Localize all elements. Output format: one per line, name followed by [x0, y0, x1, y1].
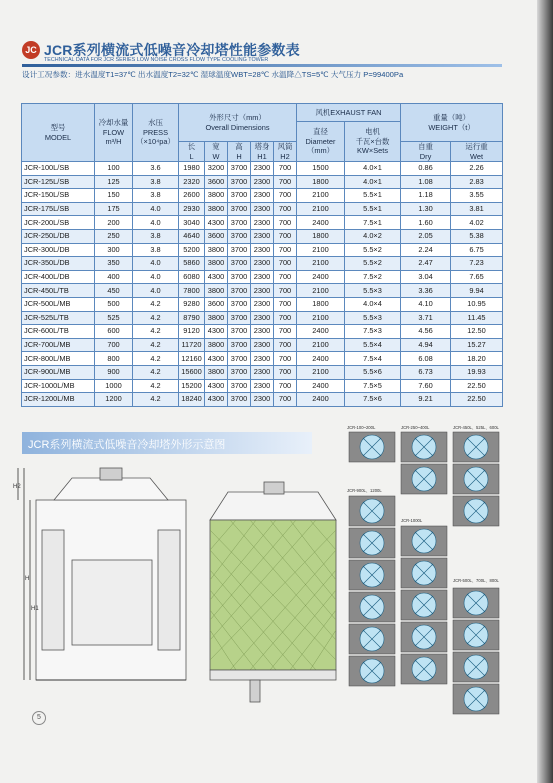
dim-label-h2: H2: [13, 484, 21, 490]
layout-label-900-1200: JCR-900L、1200L: [347, 488, 382, 493]
table-cell: 7.5×1: [345, 216, 401, 230]
table-cell: 1200: [95, 393, 133, 407]
table-cell: 2100: [297, 338, 345, 352]
table-cell: 4.02: [451, 216, 503, 230]
col-fan: 风机EXHAUST FAN: [297, 104, 401, 122]
model-cell: JCR-200L/SB: [22, 216, 95, 230]
table-cell: 2300: [251, 325, 274, 339]
table-cell: 6.73: [401, 365, 451, 379]
table-cell: 2300: [251, 216, 274, 230]
table-cell: 3.6: [133, 162, 179, 176]
table-cell: 4.2: [133, 352, 179, 366]
table-row: [22, 393, 503, 407]
table-cell: 1.18: [401, 189, 451, 203]
table-cell: 700: [274, 379, 297, 393]
layout-label-100-200: JCR-100~200L: [347, 425, 376, 430]
table-cell: 1000: [95, 379, 133, 393]
table-cell: 15.27: [451, 338, 503, 352]
table-cell: 2300: [251, 379, 274, 393]
table-cell: 700: [274, 202, 297, 216]
table-cell: 700: [274, 311, 297, 325]
table-cell: 400: [95, 270, 133, 284]
table-cell: 3200: [205, 162, 228, 176]
model-cell: JCR-125L/SB: [22, 175, 95, 189]
table-cell: 3700: [228, 284, 251, 298]
model-cell: JCR-1200L/MB: [22, 393, 95, 407]
table-cell: 2300: [251, 365, 274, 379]
table-cell: 5.5×2: [345, 257, 401, 271]
table-cell: 12160: [179, 352, 205, 366]
spec-table-head: [22, 104, 503, 162]
side-view-roof: [54, 478, 168, 500]
spec-table: [21, 103, 503, 407]
table-cell: 0.86: [401, 162, 451, 176]
table-cell: 4.94: [401, 338, 451, 352]
table-cell: 700: [274, 216, 297, 230]
table-cell: 4.2: [133, 297, 179, 311]
table-cell: 4300: [205, 393, 228, 407]
page-number: 5: [32, 711, 46, 725]
table-cell: 3040: [179, 216, 205, 230]
table-cell: 700: [274, 284, 297, 298]
table-cell: 5.5×2: [345, 243, 401, 257]
col-model: 型号 MODEL: [22, 104, 95, 162]
col-flow: 冷却水量 FLOW m³/H: [95, 104, 133, 162]
table-cell: 4.2: [133, 311, 179, 325]
table-row: [22, 189, 503, 203]
table-cell: 2100: [297, 284, 345, 298]
table-cell: 5.5×1: [345, 202, 401, 216]
side-view: [18, 468, 186, 680]
table-cell: 4300: [205, 379, 228, 393]
table-cell: 3.71: [401, 311, 451, 325]
table-cell: 4.2: [133, 379, 179, 393]
table-cell: 700: [274, 243, 297, 257]
table-cell: 5.5×4: [345, 338, 401, 352]
table-cell: 5.5×3: [345, 311, 401, 325]
table-cell: 4300: [205, 325, 228, 339]
table-cell: 2.05: [401, 229, 451, 243]
front-view-fan-stack: [264, 482, 284, 494]
table-cell: 250: [95, 229, 133, 243]
table-cell: 700: [274, 393, 297, 407]
design-conditions: 设计工况参数：进水温度T1=37℃ 出水温度T2=32℃ 湿球温度WBT=28℃ 水温降△TS=5℃ 大气压力 P=99400Pa: [22, 70, 404, 79]
table-cell: 2300: [251, 189, 274, 203]
table-cell: 4.56: [401, 325, 451, 339]
table-cell: 2300: [251, 393, 274, 407]
table-cell: 5.5×1: [345, 189, 401, 203]
table-cell: 125: [95, 175, 133, 189]
table-cell: 22.50: [451, 393, 503, 407]
col-dimensions: 外形尺寸（mm） Overall Dimensions: [179, 104, 297, 142]
table-cell: 500: [95, 297, 133, 311]
table-cell: 15600: [179, 365, 205, 379]
table-cell: 1800: [297, 229, 345, 243]
table-cell: 7800: [179, 284, 205, 298]
dim-label-h: H: [25, 576, 30, 582]
table-cell: 2600: [179, 189, 205, 203]
model-cell: JCR-1000L/MB: [22, 379, 95, 393]
table-cell: 9120: [179, 325, 205, 339]
table-cell: 6.08: [401, 352, 451, 366]
side-view-door: [72, 560, 152, 645]
table-cell: 7.5×2: [345, 270, 401, 284]
section-banner: [22, 432, 312, 454]
table-cell: 3800: [205, 202, 228, 216]
table-row: [22, 162, 503, 176]
table-cell: 450: [95, 284, 133, 298]
table-cell: 2300: [251, 243, 274, 257]
table-row: [22, 243, 503, 257]
model-cell: JCR-150L/SB: [22, 189, 95, 203]
table-cell: 700: [274, 297, 297, 311]
fan-units: [349, 432, 499, 714]
layout-label-1000: JCR-1000L: [401, 518, 423, 523]
table-cell: 3700: [228, 216, 251, 230]
table-cell: 4.0: [133, 270, 179, 284]
model-cell: JCR-450L/TB: [22, 284, 95, 298]
side-view-louver-left: [42, 530, 64, 650]
col-dim-l: 长 L: [179, 142, 205, 162]
table-cell: 2.26: [451, 162, 503, 176]
table-cell: 7.5×4: [345, 352, 401, 366]
table-cell: 100: [95, 162, 133, 176]
table-cell: 350: [95, 257, 133, 271]
model-cell: JCR-300L/DB: [22, 243, 95, 257]
model-cell: JCR-900L/MB: [22, 365, 95, 379]
table-cell: 3700: [228, 297, 251, 311]
table-cell: 700: [274, 270, 297, 284]
table-cell: 3800: [205, 365, 228, 379]
table-cell: 6.75: [451, 243, 503, 257]
front-view-pipe: [250, 680, 260, 702]
table-cell: 2300: [251, 284, 274, 298]
table-cell: 7.5×5: [345, 379, 401, 393]
table-cell: 2300: [251, 311, 274, 325]
table-cell: 4300: [205, 216, 228, 230]
table-cell: 5.5×6: [345, 365, 401, 379]
spec-table-body: [22, 162, 503, 407]
table-cell: 15200: [179, 379, 205, 393]
table-cell: 12.50: [451, 325, 503, 339]
table-cell: 8790: [179, 311, 205, 325]
table-cell: 3800: [205, 189, 228, 203]
col-weight-wet: 运行重 Wet: [451, 142, 503, 162]
table-cell: 2400: [297, 216, 345, 230]
table-cell: 2300: [251, 338, 274, 352]
front-view-roof: [210, 492, 336, 520]
table-cell: 9.94: [451, 284, 503, 298]
table-cell: 2100: [297, 365, 345, 379]
table-cell: 10.95: [451, 297, 503, 311]
table-cell: 4.10: [401, 297, 451, 311]
table-cell: 3800: [205, 284, 228, 298]
table-cell: 2100: [297, 243, 345, 257]
table-cell: 7.23: [451, 257, 503, 271]
table-cell: 3700: [228, 325, 251, 339]
model-cell: JCR-700L/MB: [22, 338, 95, 352]
tower-outline-drawing: [14, 460, 344, 710]
table-cell: 2930: [179, 202, 205, 216]
model-cell: JCR-250L/DB: [22, 229, 95, 243]
section-title: JCR系列横流式低噪音冷却塔外形示意图: [28, 439, 226, 451]
table-cell: 2300: [251, 162, 274, 176]
table-cell: 700: [95, 338, 133, 352]
col-dim-h1: 塔身 H1: [251, 142, 274, 162]
table-cell: 3700: [228, 257, 251, 271]
table-cell: 7.5×6: [345, 393, 401, 407]
model-cell: JCR-600L/TB: [22, 325, 95, 339]
table-cell: 700: [274, 229, 297, 243]
table-cell: 4.0×1: [345, 162, 401, 176]
table-cell: 3800: [205, 338, 228, 352]
table-cell: 4.0: [133, 257, 179, 271]
table-cell: 2300: [251, 257, 274, 271]
table-cell: 2100: [297, 311, 345, 325]
table-cell: 2.83: [451, 175, 503, 189]
model-cell: JCR-500L/MB: [22, 297, 95, 311]
table-cell: 7.5×3: [345, 325, 401, 339]
table-cell: 3700: [228, 338, 251, 352]
table-cell: 3800: [205, 311, 228, 325]
table-cell: 18240: [179, 393, 205, 407]
col-press: 水压 PRESS （×10⁴pa）: [133, 104, 179, 162]
table-cell: 5860: [179, 257, 205, 271]
table-cell: 2400: [297, 393, 345, 407]
table-row: [22, 202, 503, 216]
table-cell: 5.5×3: [345, 284, 401, 298]
model-cell: JCR-400L/DB: [22, 270, 95, 284]
table-cell: 4.0: [133, 284, 179, 298]
table-cell: 3.8: [133, 189, 179, 203]
table-cell: 7.60: [401, 379, 451, 393]
table-cell: 19.93: [451, 365, 503, 379]
table-cell: 3.81: [451, 202, 503, 216]
table-cell: 700: [274, 257, 297, 271]
table-cell: 200: [95, 216, 133, 230]
table-cell: 1800: [297, 175, 345, 189]
table-cell: 700: [274, 162, 297, 176]
table-cell: 2400: [297, 352, 345, 366]
table-cell: 4.0×4: [345, 297, 401, 311]
table-cell: 3700: [228, 189, 251, 203]
table-cell: 700: [274, 352, 297, 366]
table-cell: 1.30: [401, 202, 451, 216]
table-cell: 4.2: [133, 393, 179, 407]
table-cell: 3700: [228, 202, 251, 216]
table-cell: 1500: [297, 162, 345, 176]
table-cell: 800: [95, 352, 133, 366]
table-cell: 4.0: [133, 202, 179, 216]
table-cell: 4300: [205, 352, 228, 366]
table-cell: 2400: [297, 270, 345, 284]
table-cell: 700: [274, 189, 297, 203]
col-dim-h2: 风筒 H2: [274, 142, 297, 162]
table-cell: 3.04: [401, 270, 451, 284]
table-row: [22, 270, 503, 284]
col-dim-w: 宽 W: [205, 142, 228, 162]
table-row: [22, 297, 503, 311]
table-cell: 3700: [228, 175, 251, 189]
model-cell: JCR-525L/TB: [22, 311, 95, 325]
table-cell: 3.55: [451, 189, 503, 203]
table-row: [22, 284, 503, 298]
table-cell: 5200: [179, 243, 205, 257]
table-cell: 3700: [228, 365, 251, 379]
table-row: [22, 338, 503, 352]
table-cell: 3700: [228, 162, 251, 176]
table-cell: 4.2: [133, 325, 179, 339]
table-cell: 2300: [251, 202, 274, 216]
table-cell: 175: [95, 202, 133, 216]
table-cell: 2320: [179, 175, 205, 189]
table-cell: 700: [274, 325, 297, 339]
table-row: [22, 325, 503, 339]
table-cell: 4.2: [133, 365, 179, 379]
table-cell: 3.8: [133, 175, 179, 189]
table-cell: 2300: [251, 352, 274, 366]
table-cell: 3.8: [133, 229, 179, 243]
table-cell: 4.0×1: [345, 175, 401, 189]
table-cell: 700: [274, 365, 297, 379]
table-cell: 22.50: [451, 379, 503, 393]
table-cell: 4300: [205, 270, 228, 284]
table-cell: 3600: [205, 229, 228, 243]
table-cell: 5.38: [451, 229, 503, 243]
table-row: [22, 216, 503, 230]
table-cell: 18.20: [451, 352, 503, 366]
table-cell: 1800: [297, 297, 345, 311]
table-cell: 2.47: [401, 257, 451, 271]
table-cell: 11.45: [451, 311, 503, 325]
table-cell: 2100: [297, 189, 345, 203]
dim-label-h1: H1: [31, 606, 39, 612]
table-cell: 9280: [179, 297, 205, 311]
header-divider: [22, 64, 502, 67]
layout-label-450-600: JCR-450L、525L、600L: [453, 425, 499, 430]
table-row: [22, 257, 503, 271]
table-cell: 11720: [179, 338, 205, 352]
table-cell: 6080: [179, 270, 205, 284]
page-subtitle: TECHNICAL DATA FOR JCR SERIES LOW NOISE CROSS FLOW TYPE COOLING TOWER: [44, 57, 269, 63]
layout-label-500-800: JCR-500L、700L、800L: [453, 578, 499, 583]
table-cell: 2300: [251, 270, 274, 284]
table-cell: 4640: [179, 229, 205, 243]
layout-label-250-400: JCR-250~400L: [401, 425, 430, 430]
table-cell: 700: [274, 175, 297, 189]
table-cell: 3700: [228, 311, 251, 325]
table-cell: 3.36: [401, 284, 451, 298]
table-cell: 2300: [251, 229, 274, 243]
table-cell: 2300: [251, 175, 274, 189]
table-cell: 600: [95, 325, 133, 339]
table-row: [22, 311, 503, 325]
table-cell: 4.2: [133, 338, 179, 352]
table-cell: 3700: [228, 270, 251, 284]
table-cell: 1.60: [401, 216, 451, 230]
table-cell: 2300: [251, 297, 274, 311]
table-cell: 150: [95, 189, 133, 203]
table-cell: 7.65: [451, 270, 503, 284]
table-cell: 525: [95, 311, 133, 325]
table-cell: 3800: [205, 257, 228, 271]
table-cell: 3700: [228, 393, 251, 407]
model-cell: JCR-100L/SB: [22, 162, 95, 176]
table-cell: 2100: [297, 202, 345, 216]
table-cell: 2400: [297, 325, 345, 339]
table-cell: 700: [274, 338, 297, 352]
page-title: JCR系列横流式低噪音冷却塔性能参数表: [44, 42, 300, 58]
table-row: [22, 175, 503, 189]
table-cell: 4.0×2: [345, 229, 401, 243]
table-cell: 9.21: [401, 393, 451, 407]
front-view: [210, 482, 336, 702]
side-view-louver-right: [158, 530, 180, 650]
table-cell: 4.0: [133, 216, 179, 230]
layout-plans: [345, 422, 505, 722]
company-logo-icon: JC: [22, 41, 40, 59]
table-cell: 3800: [205, 243, 228, 257]
model-cell: JCR-350L/DB: [22, 257, 95, 271]
col-dim-h: 高 H: [228, 142, 251, 162]
table-cell: 900: [95, 365, 133, 379]
table-cell: 3700: [228, 243, 251, 257]
col-fan-diameter: 直径 Diameter （mm）: [297, 122, 345, 162]
front-view-basin: [210, 670, 336, 680]
table-cell: 1.08: [401, 175, 451, 189]
col-fan-motor: 电机 千瓦×台数 KW×Sets: [345, 122, 401, 162]
side-view-fan-stack: [100, 468, 122, 480]
table-row: [22, 352, 503, 366]
table-cell: 2.24: [401, 243, 451, 257]
table-cell: 3700: [228, 379, 251, 393]
table-row: [22, 379, 503, 393]
model-cell: JCR-800L/MB: [22, 352, 95, 366]
table-row: [22, 229, 503, 243]
table-cell: 300: [95, 243, 133, 257]
col-weight-dry: 自重 Dry: [401, 142, 451, 162]
table-cell: 3700: [228, 352, 251, 366]
page-binding-edge: [537, 0, 553, 783]
table-cell: 3600: [205, 297, 228, 311]
table-cell: 3600: [205, 175, 228, 189]
table-cell: 3.8: [133, 243, 179, 257]
table-row: [22, 365, 503, 379]
table-cell: 3700: [228, 229, 251, 243]
col-weight: 重量（吨） WEIGHT（t）: [401, 104, 503, 142]
table-cell: 1980: [179, 162, 205, 176]
model-cell: JCR-175L/SB: [22, 202, 95, 216]
table-cell: 2400: [297, 379, 345, 393]
table-cell: 2100: [297, 257, 345, 271]
